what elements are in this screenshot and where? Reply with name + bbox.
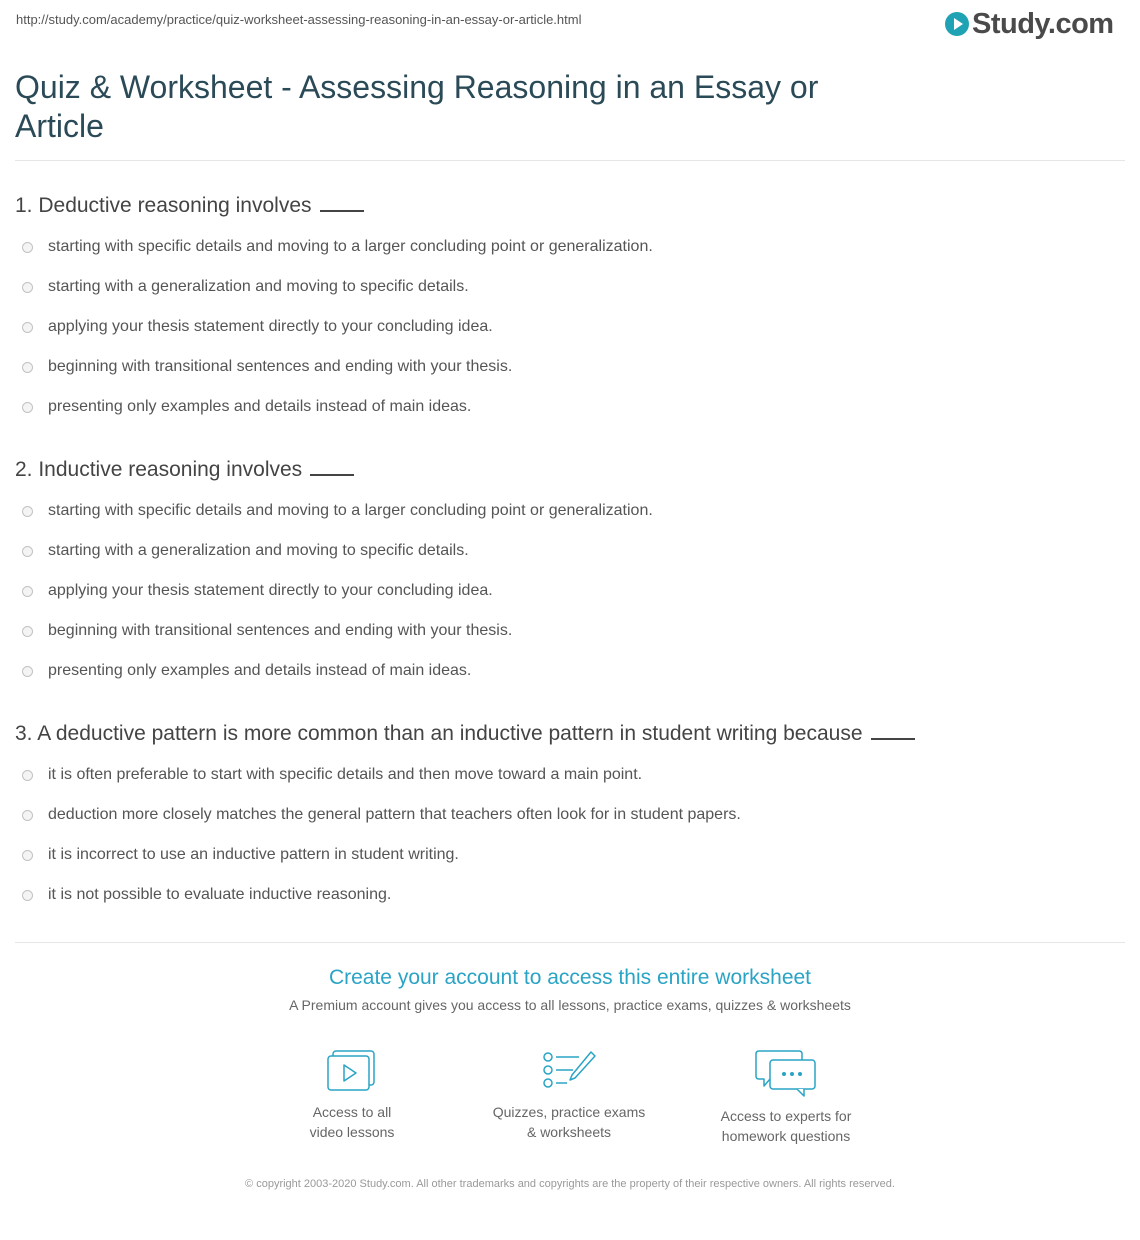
radio-button[interactable] — [22, 850, 33, 861]
radio-button[interactable] — [22, 586, 33, 597]
blank-line — [310, 472, 354, 476]
answer-option[interactable] — [22, 764, 642, 786]
option-label: starting with a generalization and moving to specific details. — [48, 542, 469, 559]
video-lessons-icon — [326, 1048, 378, 1094]
radio-button[interactable] — [22, 506, 33, 517]
question-1 — [15, 193, 364, 219]
blank-line — [871, 736, 915, 740]
quiz-checklist-icon — [541, 1048, 597, 1094]
radio-button[interactable] — [22, 322, 33, 333]
page-url: http://study.com/academy/practice/quiz-worksheet-assessing-reasoning-in-an-essay-or-article.html — [16, 12, 582, 27]
chat-bubbles-icon — [754, 1048, 818, 1098]
option-label: beginning with transitional sentences and ending with your thesis. — [48, 622, 513, 639]
answer-option[interactable] — [22, 396, 471, 418]
option-label: it is incorrect to use an inductive pattern in student writing. — [48, 846, 459, 863]
radio-button[interactable] — [22, 546, 33, 557]
radio-button[interactable] — [22, 242, 33, 253]
option-label: applying your thesis statement directly to your concluding idea. — [48, 318, 493, 335]
option-label: presenting only examples and details instead of main ideas. — [48, 398, 472, 415]
answer-option[interactable] — [22, 500, 653, 522]
answer-option[interactable] — [22, 356, 512, 378]
radio-button[interactable] — [22, 362, 33, 373]
answer-option[interactable] — [22, 884, 391, 906]
answer-option[interactable] — [22, 236, 653, 258]
radio-button[interactable] — [22, 282, 33, 293]
question-text: 1. Deductive reasoning involves — [15, 194, 312, 217]
copyright-footer: © copyright 2003-2020 Study.com. All other trademarks and copyrights are the property of their respective owners. All rights reserved. — [245, 1178, 895, 1190]
page-title: Quiz & Worksheet - Assessing Reasoning in an Essay or Article — [15, 69, 819, 144]
divider — [15, 160, 1125, 161]
option-label: it is not possible to evaluate inductive reasoning. — [48, 886, 392, 903]
question-text: 2. Inductive reasoning involves — [15, 458, 303, 481]
option-label: it is often preferable to start with specific details and then move toward a main point. — [48, 766, 643, 783]
question-3 — [15, 721, 915, 747]
answer-option[interactable] — [22, 276, 469, 298]
divider — [15, 942, 1125, 943]
study-logo[interactable] — [945, 8, 1114, 40]
option-label: deduction more closely matches the general pattern that teachers often look for in student papers. — [48, 806, 741, 823]
feature-text: Access to all video lessons — [309, 1104, 395, 1140]
cta-subheading: A Premium account gives you access to all lessons, practice exams, quizzes & worksheets — [289, 997, 851, 1013]
question-text: 3. A deductive pattern is more common than an inductive pattern in student writing because — [15, 722, 863, 745]
radio-button[interactable] — [22, 810, 33, 821]
answer-option[interactable] — [22, 804, 741, 826]
radio-button[interactable] — [22, 890, 33, 901]
answer-option[interactable] — [22, 540, 469, 562]
feature-text: Access to experts for homework questions — [720, 1108, 852, 1144]
option-label: starting with a generalization and moving to specific details. — [48, 278, 469, 295]
radio-button[interactable] — [22, 402, 33, 413]
option-label: applying your thesis statement directly to your concluding idea. — [48, 582, 493, 599]
answer-option[interactable] — [22, 660, 471, 682]
cta-heading-link[interactable]: Create your account to access this entire worksheet — [328, 966, 812, 989]
feature-video-lessons — [257, 1048, 447, 1142]
option-label: presenting only examples and details instead of main ideas. — [48, 662, 472, 679]
play-logo-icon — [945, 12, 969, 36]
answer-option[interactable] — [22, 844, 459, 866]
option-label: beginning with transitional sentences and ending with your thesis. — [48, 358, 513, 375]
answer-option[interactable] — [22, 580, 493, 602]
answer-option[interactable] — [22, 620, 512, 642]
answer-option[interactable] — [22, 316, 493, 338]
radio-button[interactable] — [22, 770, 33, 781]
blank-line — [320, 208, 364, 212]
option-label: starting with specific details and moving to a larger concluding point or generalization. — [48, 502, 653, 519]
feature-text: Quizzes, practice exams & worksheets — [492, 1104, 646, 1140]
option-label: starting with specific details and moving to a larger concluding point or generalization. — [48, 238, 653, 255]
logo-text: Study.com — [972, 8, 1114, 40]
radio-button[interactable] — [22, 626, 33, 637]
feature-experts — [691, 1048, 881, 1146]
feature-quizzes — [474, 1048, 664, 1142]
question-2 — [15, 457, 354, 483]
radio-button[interactable] — [22, 666, 33, 677]
